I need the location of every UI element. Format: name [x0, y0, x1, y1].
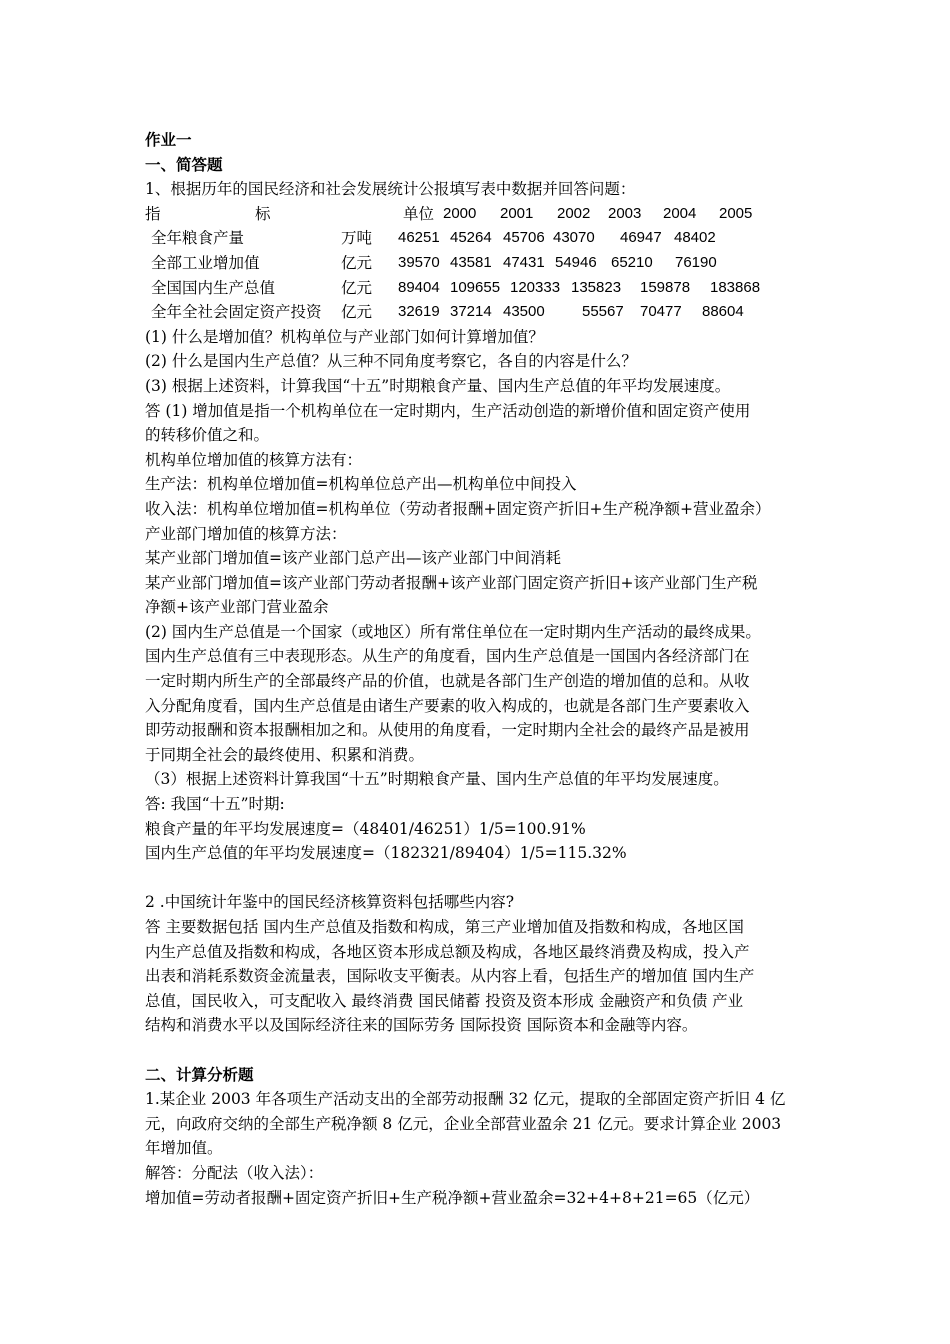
text-line: 某产业部门增加值=该产业部门劳动者报酬+该产业部门固定资产折旧+该产业部门生产税 — [145, 573, 758, 592]
text-line: 增加值=劳动者报酬+固定资产折旧+生产税净额+营业盈余=32+4+8+21=65（亿元） — [145, 1188, 760, 1207]
cell-value: 43500 — [503, 303, 545, 321]
text-line: 粮食产量的年平均发展速度=（48401/46251）1/5=100.91% — [145, 819, 586, 838]
header-label-a: 指 — [145, 204, 161, 223]
statistics-table — [145, 202, 817, 325]
section-title-calculation: 二、计算分析题 — [145, 1065, 254, 1084]
cell-value: 46251 — [398, 229, 440, 247]
row-unit: 亿元 — [341, 278, 373, 297]
header-year: 2002 — [557, 204, 591, 222]
table-row — [145, 276, 817, 301]
header-year: 2003 — [608, 204, 642, 222]
cell-value: 48402 — [674, 229, 716, 247]
cell-value: 43070 — [553, 229, 595, 247]
text-line: 答: 我国“十五”时期: — [145, 795, 285, 814]
text-line: 年增加值。 — [145, 1139, 223, 1158]
cell-value: 76190 — [675, 253, 717, 271]
header-year: 2004 — [663, 204, 697, 222]
question-2: 2 .中国统计年鉴中的国民经济核算资料包括哪些内容? — [145, 893, 515, 912]
header-year: 2000 — [443, 204, 477, 222]
section-title-short-answer: 一、简答题 — [145, 155, 223, 174]
text-line: (2) 国内生产总值是一个国家（或地区）所有常住单位在一定时期内生产活动的最终成果。 — [145, 622, 761, 641]
cell-value: 65210 — [611, 253, 653, 271]
spacer — [145, 1038, 817, 1063]
cell-value: 183868 — [710, 278, 761, 296]
table-row — [145, 251, 817, 276]
text-line: 答 主要数据包括 国内生产总值及指数和构成，第三产业增加值及指数和构成，各地区国 — [145, 918, 744, 936]
text-line: 入分配角度看，国内生产总值是由诸生产要素的收入构成的，也就是各部门生产要素收入 — [145, 696, 750, 715]
header-unit: 单位 — [403, 204, 435, 223]
text-line: (1) 什么是增加值？机构单位与产业部门如何计算增加值？ — [145, 327, 544, 346]
row-name: 全年粮食产量 — [151, 229, 245, 248]
cell-value: 47431 — [503, 253, 545, 271]
cell-value: 120333 — [510, 278, 561, 296]
cell-value: 39570 — [398, 253, 440, 271]
answer-block-3 — [145, 1087, 817, 1210]
spacer — [145, 866, 817, 891]
header-label-b: 标 — [255, 204, 271, 223]
text-line: 答 (1) 增加值是指一个机构单位在一定时期内，生产活动创造的新增价值和固定资产使用 — [145, 401, 751, 420]
row-name: 全年全社会固定资产投资 — [151, 303, 322, 322]
cell-value: 45706 — [503, 229, 545, 247]
text-line: 结构和消费水平以及国际经济往来的国际劳务 国际投资 国际资本和金融等内容。 — [145, 1016, 698, 1035]
text-line: 内生产总值及指数和构成，各地区资本形成总额及构成，各地区最终消费及构成，投入产 — [145, 942, 750, 961]
answer-block-2 — [145, 915, 817, 1038]
text-line: 国内生产总值的年平均发展速度=（182321/89404）1/5=115.32% — [145, 844, 627, 863]
cell-value: 32619 — [398, 303, 440, 321]
text-line: (2) 什么是国内生产总值？从三种不同角度考察它，各自的内容是什么？ — [145, 352, 637, 371]
cell-value: 37214 — [450, 303, 492, 321]
row-name: 全国国内生产总值 — [151, 278, 276, 297]
cell-value: 54946 — [555, 253, 597, 271]
text-line: （3）根据上述资料计算我国“十五”时期粮食产量、国内生产总值的年平均发展速度。 — [145, 770, 729, 789]
text-line: 某产业部门增加值=该产业部门总产出—该产业部门中间消耗 — [145, 549, 561, 568]
row-unit: 亿元 — [341, 303, 373, 322]
cell-value: 88604 — [702, 303, 744, 321]
text-line: 国内生产总值有三中表现形态。从生产的角度看，国内生产总值是一国国内各经济部门在 — [145, 647, 750, 666]
text-line: 一定时期内所生产的全部最终产品的价值，也就是各部门生产创造的增加值的总和。从收 — [145, 672, 750, 691]
cell-value: 43581 — [450, 253, 492, 271]
answer-block-1 — [145, 325, 817, 866]
cell-value: 89404 — [398, 278, 440, 296]
text-line: 解答：分配法（收入法）： — [145, 1163, 324, 1182]
row-unit: 万吨 — [341, 229, 373, 248]
cell-value: 159878 — [640, 278, 691, 296]
text-line: 生产法：机构单位增加值=机构单位总产出—机构单位中间投入 — [145, 475, 577, 494]
row-name: 全部工业增加值 — [151, 253, 260, 272]
text-line: 出表和消耗系数资金流量表，国际收支平衡表。从内容上看，包括生产的增加值 国内生产 — [145, 967, 755, 986]
text-line: 收入法：机构单位增加值=机构单位（劳动者报酬+固定资产折旧+生产税净额+营业盈余） — [145, 499, 771, 518]
text-line: 元，向政府交纳的全部生产税净额 8 亿元，企业全部营业盈余 21 亿元。要求计算企业 2003 — [145, 1114, 782, 1133]
text-line: 总值，国民收入，可支配收入 最终消费 国民储蓄 投资及资本形成 金融资产和负债 产业 — [145, 991, 744, 1010]
table-header-row — [145, 202, 817, 227]
row-unit: 亿元 — [341, 253, 373, 272]
table-row — [145, 226, 817, 251]
header-year: 2005 — [719, 204, 753, 222]
document-page — [145, 128, 817, 1210]
cell-value: 109655 — [450, 278, 501, 296]
text-line: 1.某企业 2003 年各项生产活动支出的全部劳动报酬 32 亿元，提取的全部固定资产折旧 4 亿 — [145, 1090, 786, 1109]
text-line: 即劳动报酬和资本报酬相加之和。从使用的角度看，一定时期内全社会的最终产品是被用 — [145, 721, 750, 740]
text-line: (3) 根据上述资料，计算我国“十五”时期粮食产量、国内生产总值的年平均发展速度。 — [145, 376, 731, 395]
table-row — [145, 300, 817, 325]
cell-value: 55567 — [582, 303, 624, 321]
cell-value: 70477 — [640, 303, 682, 321]
question-1: 1、根据历年的国民经济和社会发展统计公报填写表中数据并回答问题： — [145, 180, 636, 199]
cell-value: 46947 — [620, 229, 662, 247]
cell-value: 135823 — [571, 278, 622, 296]
text-line: 于同期全社会的最终使用、积累和消费。 — [145, 745, 425, 764]
text-line: 净额+该产业部门营业盈余 — [145, 598, 329, 617]
text-line: 的转移价值之和。 — [145, 426, 270, 445]
text-line: 产业部门增加值的核算方法： — [145, 524, 347, 543]
assignment-heading: 作业一 — [145, 131, 192, 149]
header-year: 2001 — [500, 204, 534, 222]
cell-value: 45264 — [450, 229, 492, 247]
text-line: 机构单位增加值的核算方法有： — [145, 450, 363, 469]
